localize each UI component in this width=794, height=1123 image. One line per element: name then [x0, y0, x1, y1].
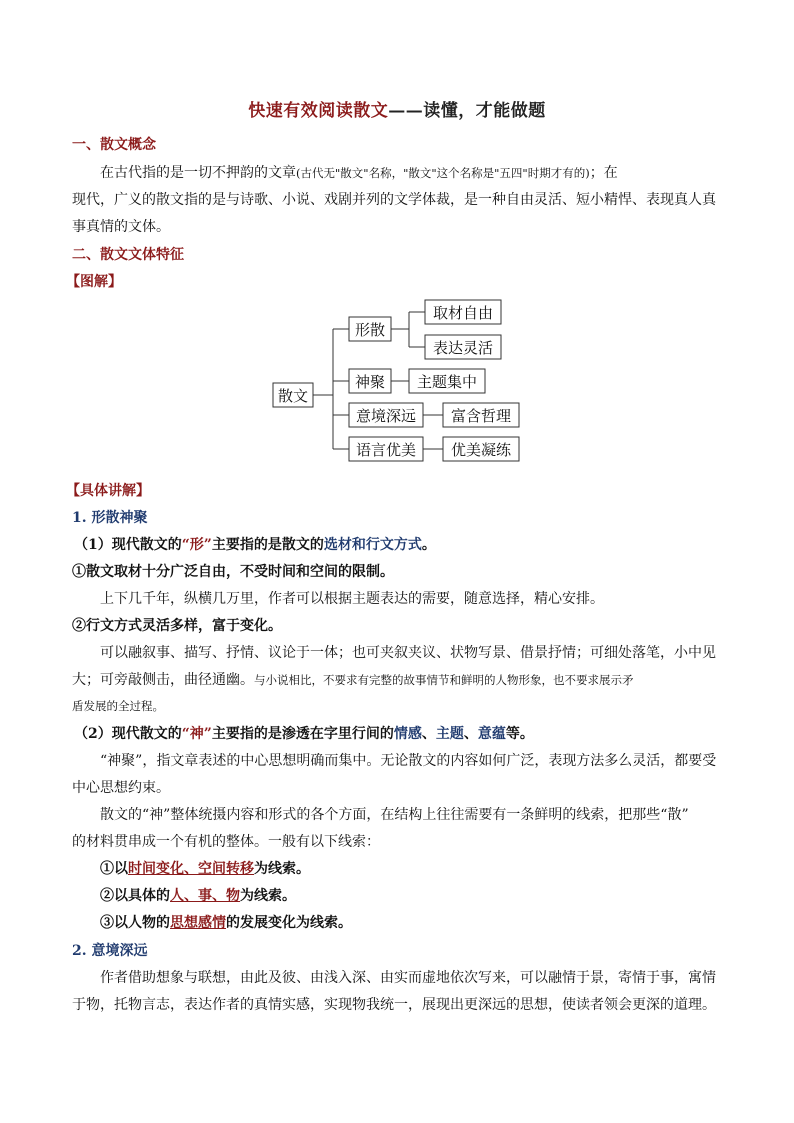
sub1-point2-line1: “神聚”，指文章表述的中心思想明确而集中。无论散文的内容如何广泛，表现方法多么灵活，都要受: [100, 753, 717, 769]
detail-label: 【具体讲解】: [66, 483, 150, 499]
diagram-b1-child2-text: 表达灵活: [432, 339, 494, 357]
sub1-point1-item2-line1: 可以融叙事、描写、抒情、议论于一体；也可夹叙夹议、状物写景、借景抒情；可细处落笔，小中见: [100, 645, 716, 661]
diagram-b3-child1-text: 富含哲理: [450, 407, 512, 425]
section1-paragraph-line1: 在古代指的是一切不押韵的文章(古代无"散文"名称，"散文"这个名称是"五四"时期才有的)；在: [100, 165, 618, 181]
sub2-line2: 于物，托物言志，表达作者的真情实感，实现物我统一，展现出更深远的思想，使读者领会更深的道理。: [72, 997, 716, 1013]
diagram-branch4-text: 语言优美: [355, 441, 417, 459]
section1-heading: 一、散文概念: [72, 137, 156, 153]
section1-paragraph-line2: 现代，广义的散文指的是与诗歌、小说、戏剧并列的文学体裁，是一种自由灵活、短小精悍、表现真人真: [72, 192, 716, 208]
structure-diagram: [0, 295, 794, 475]
clue-item3: ③以人物的思想感情的发展变化为线索。: [100, 915, 352, 931]
sub1-point2: （2）现代散文的“神”主要指的是渗透在字里行间的情感、主题、意蕴等。: [74, 726, 534, 742]
title-subtitle: ——读懂，才能做题: [388, 101, 546, 121]
diagram-b4-child1-text: 优美凝练: [450, 441, 512, 459]
diagram-branch3-text: 意境深远: [355, 407, 417, 425]
diagram-root-text: 散文: [277, 387, 309, 405]
clue-item2: ②以具体的人、事、物为线索。: [100, 888, 296, 904]
diagram-b1-child1-text: 取材自由: [432, 304, 494, 322]
title-main: 快速有效阅读散文: [248, 101, 389, 121]
sub2-heading: 2. 意境深远: [72, 943, 148, 959]
diagram-branch1-text: 形散: [354, 321, 386, 339]
sub1-point1-item2-line3: 盾发展的全过程。: [72, 699, 164, 713]
sub2-line1: 作者借助想象与联想，由此及彼、由浅入深、由实而虚地依次写来，可以融情于景，寄情于事，寓情: [100, 970, 716, 986]
sub1-point2-line4: 的材料贯串成一个有机的整体。一般有以下线索：: [72, 834, 380, 850]
sub1-point1-item1-text: 上下几千年，纵横几万里，作者可以根据主题表达的需要，随意选择，精心安排。: [100, 591, 604, 607]
sub1-point1: （1）现代散文的“形”主要指的是散文的选材和行文方式。: [74, 537, 436, 553]
section1-paragraph-line3: 事真情的文体。: [72, 219, 170, 235]
sub1-point2-line2: 中心思想约束。: [72, 780, 170, 796]
section2-heading: 二、散文文体特征: [72, 247, 184, 263]
sub1-point1-item1: ①散文取材十分广泛自由，不受时间和空间的限制。: [72, 564, 394, 580]
clue-item1: ①以时间变化、空间转移为线索。: [100, 861, 310, 877]
diagram-label: 【图解】: [66, 274, 122, 290]
sub1-point1-item2: ②行文方式灵活多样，富于变化。: [72, 618, 282, 634]
diagram-branch2-text: 神聚: [354, 373, 386, 391]
sub1-point1-item2-line2: 大；可旁敲侧击，曲径通幽。与小说相比，不要求有完整的故事情节和鲜明的人物形象，也不要求展示矛: [72, 672, 634, 688]
sub1-point2-line3: 散文的“神”整体统摄内容和形式的各个方面，在结构上往往需要有一条鲜明的线索，把那些“散”: [100, 807, 689, 823]
sub1-heading: 1. 形散神聚: [72, 510, 148, 526]
page-title: [0, 96, 794, 121]
diagram-b2-child1-text: 主题集中: [416, 373, 478, 391]
